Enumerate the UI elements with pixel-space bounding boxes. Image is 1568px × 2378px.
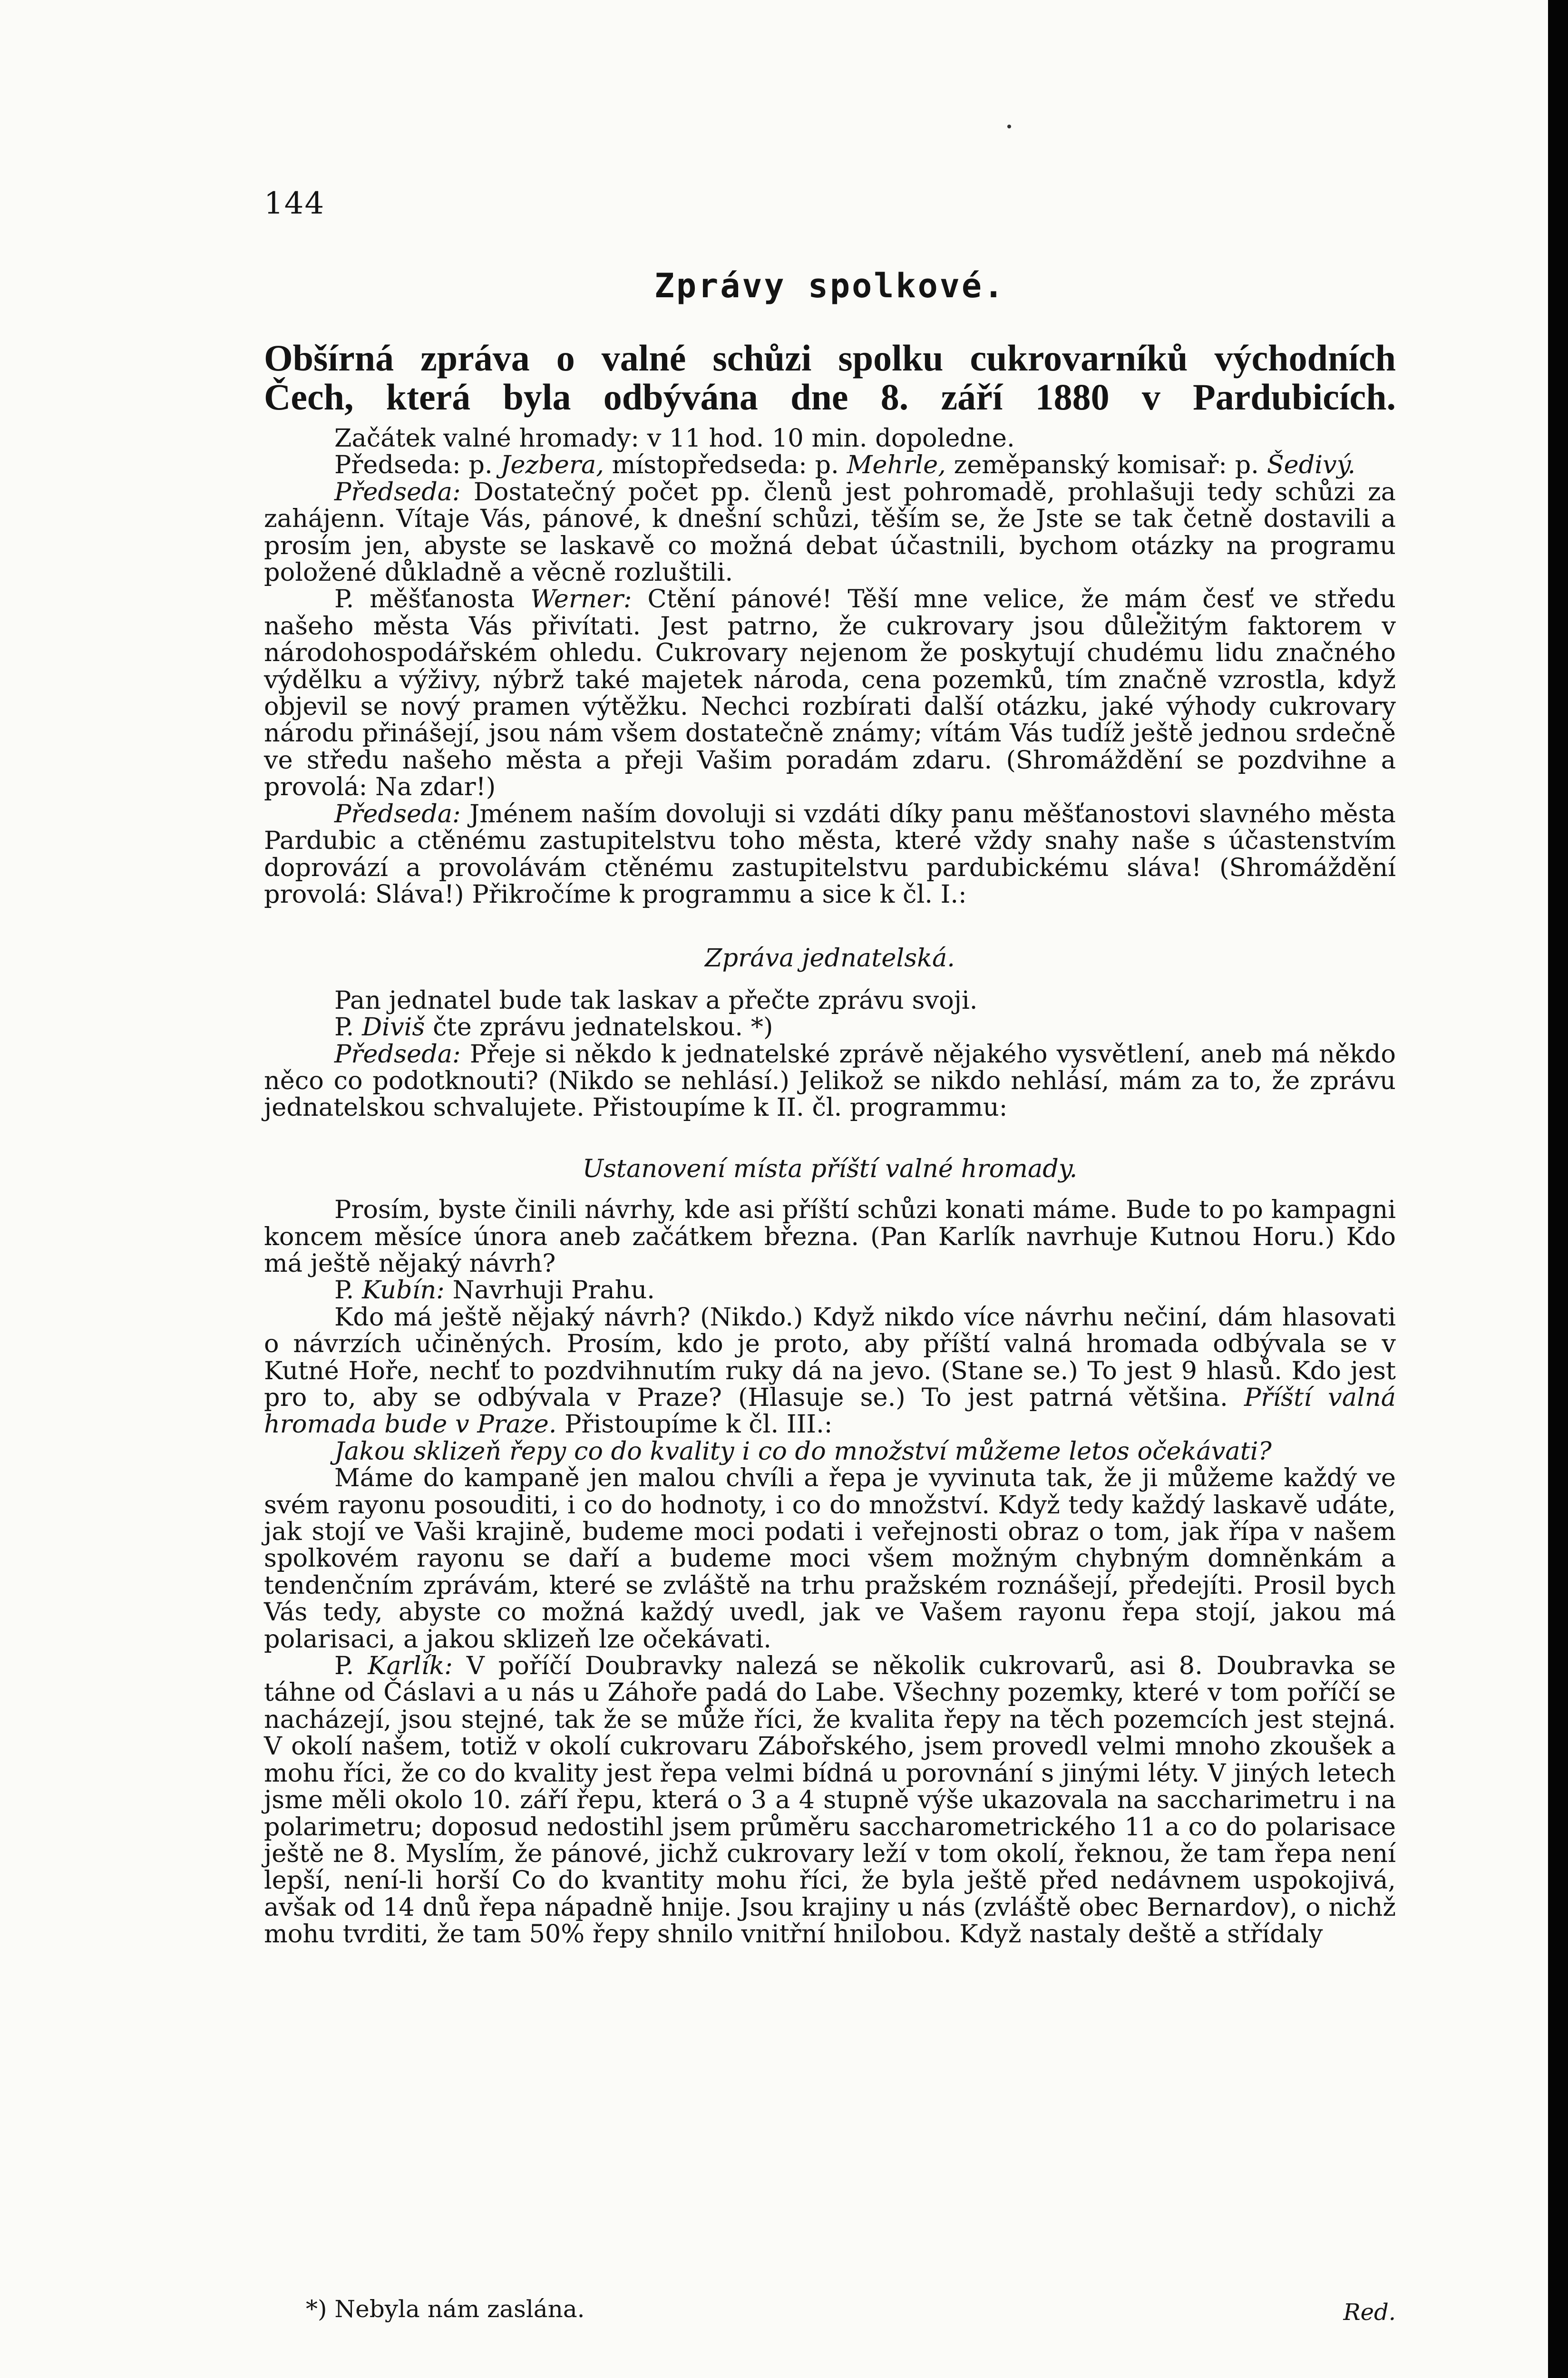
- paragraph-secretary: Pan jednatel bude tak laskav a přečte zprávu svoji.: [334, 985, 978, 1015]
- paragraph-kubin: P. Kubín: Navrhuji Prahu.: [334, 1276, 655, 1305]
- paragraph-vote: Kdo má ještě nějaký návrh? (Nikdo.) Když nikdo více návrhu nečiní, dám hlasovati o návrzích učiněných. Prosím, kdo je proto, aby příští valná hromada odbývala se v Kutné Hoře, nechť to pozdvihnutím ruky dá na jevo. (Stane se.) To jest 9 hlasů. Kdo jest pro to, aby se odbývala v Praze? (Hlasuje se.) To jest patrná většina. Příští valná hromada bude v Praze. Přistoupíme k čl. III.:: [264, 1302, 1396, 1439]
- paragraph-thanks: Předseda: Jménem naším dovoluji si vzdáti díky panu měšťanostovi slavného města Pardubic a ctěnému zastupitelstvu toho města, které vždy snahy naše s účastenstvím doprovází a provolávám ctěnému zastupitelstvu pardubickému sláva! (Shromáždění provolá: Sláva!) Přikročíme k programmu a sice k čl. I.:: [264, 799, 1396, 909]
- paragraph-harvest: Máme do kampaně jen malou chvíli a řepa je vyvinuta tak, že ji můžeme každý ve svém rayonu posouditi, i co do hodnoty, i co do množství. Když tedy každý laskavě udáte, jak stojí ve Vaši krajině, budeme moci podati i veřejnosti obraz o tom, jak řípa v našem spolkovém rayonu se daří a budeme moci všem možným chybným domněnkám a tendenčním zprávám, které se zvláště na trhu pražském roznášejí, předejíti. Prosil bych Vás tedy, abyste co možná každý uvedl, jak ve Vašem rayonu řepa stojí, jakou má polarisaci, a jakou sklizeň lze očekávati.: [264, 1463, 1396, 1654]
- title-line-1: Obšírná zpráva o valné schůzi spolku cukrovarníků východních: [264, 337, 1396, 379]
- paragraph-opening: Předseda: Dostatečný počet pp. členů jest pohromadě, prohlašuji tedy schůzi za zahájenn. Vítaje Vás, pánové, k dnešní schůzi, těším se, že Jste se tak četně dostavili a prosím jen, abyste se laskavě co možná debat účastnili, bychom otázky na programu položené důkladně a věcně rozluštili.: [264, 477, 1396, 587]
- article-body: [264, 339, 1396, 1948]
- paragraph-werner: P. měšťanosta Werner: Ctění pánové! Těší mne velice, že mám česť ve středu našeho města Vás přivítati. Jest patrno, že cukrovary jsou důležitým faktorem v národohospodářském ohledu. Cukrovary nejenom že poskytují chudému lidu značného výdělku a výživy, nýbrž také majetek národa, cena pozemků, tím značně vzrostla, když objevil se nový pramen výtěžku. Nechci rozbírati další otázku, jaké výhody cukrovary národu přinášejí, jsou nám všem dostatečně známy; vítám Vás tudíž ještě jednou srdečně ve středu našeho města a přeji Vašim poradám zdaru. (Shromáždění se pozdvihne a provolá: Na zdar!): [264, 585, 1396, 802]
- footnote: *) Nebyla nám zaslána.: [306, 2295, 585, 2323]
- section-heading: Zprávy spolkové.: [654, 266, 1006, 305]
- editor-sign: Red.: [1343, 2299, 1396, 2326]
- paragraph-proposals: Prosím, byste činili návrhy, kde asi příští schůzi konati máme. Bude to po kampagni koncem měsíce února aneb začátkem března. (Pan Karlík navrhuje Kutnou Horu.) Kdo má ještě nějaký návrh?: [264, 1195, 1396, 1278]
- page-number: 144: [264, 186, 325, 221]
- speck: [1007, 125, 1011, 128]
- subheading-report: Zpráva jednatelská.: [705, 944, 955, 973]
- paragraph-divis: P. Diviš čte zprávu jednatelskou. *): [334, 1013, 773, 1042]
- subheading-venue: Ustanovení místa příští valné hromady.: [582, 1154, 1078, 1183]
- paragraph-karlik: P. Karlík: V poříčí Doubravky nalezá se několik cukrovarů, asi 8. Doubravka se táhne od Čáslavi a u nás u Záhoře padá do Labe. Všechny pozemky, které v tom poříčí se nacházejí, jsou stejné, tak že se může říci, že kvalita řepy na těch pozemcích jest stejná. V okolí našem, totiž v okolí cukrovaru Zábořského, jsem provedl velmi mnoho zkoušek a mohu říci, že co do kvality jest řepa velmi bídná u porovnání s jinými léty. V jiných letech jsme měli okolo 10. září řepu, která o 3 a 4 stupně výše ukazovala na saccharimetru i na polarimetru; doposud nedostihl jsem průměru saccharometrického 11 a co do polarisace ještě ne 8. Myslím, že pánové, jichž cukrovary leží v tom okolí, řeknou, že tam řepa není lepší, není-li horší Co do kvantity mohu říci, že byla ještě před nedávnem uspokojivá, avšak od 14 dnů řepa nápadně hnije. Jsou krajiny u nás (zvláště obec Bernardov), o nichž mohu tvrditi, že tam 50% řepy shnilo vnitřní hnilobou. Když nastaly deště a střídaly: [264, 1651, 1396, 1949]
- paragraph-approval: Předseda: Přeje si někdo k jednatelské zprávě nějakého vysvětlení, aneb má někdo něco co podotknouti? (Nikdo se nehlásí.) Jelikož se nikdo nehlásí, mám za to, že zprávu jednatelskou schvalujete. Přistoupíme k II. čl. programmu:: [264, 1039, 1396, 1122]
- title-line-2: Čech, která byla odbývána dne 8. září 1880 v Pardubicích.: [264, 376, 1396, 418]
- subheading-harvest: Jakou sklizeň řepy co do kvality i co do množství můžeme letos očekávati?: [334, 1436, 1272, 1466]
- page-edge-bar: [1548, 0, 1568, 2378]
- article-title: [264, 339, 1396, 417]
- meeting-start: Začátek valné hromady: v 11 hod. 10 min. dopoledne.: [334, 424, 1015, 453]
- officers-line: Předseda: p. Jezbera, místopředseda: p. Mehrle, zeměpanský komisař: p. Šedivý.: [334, 450, 1356, 480]
